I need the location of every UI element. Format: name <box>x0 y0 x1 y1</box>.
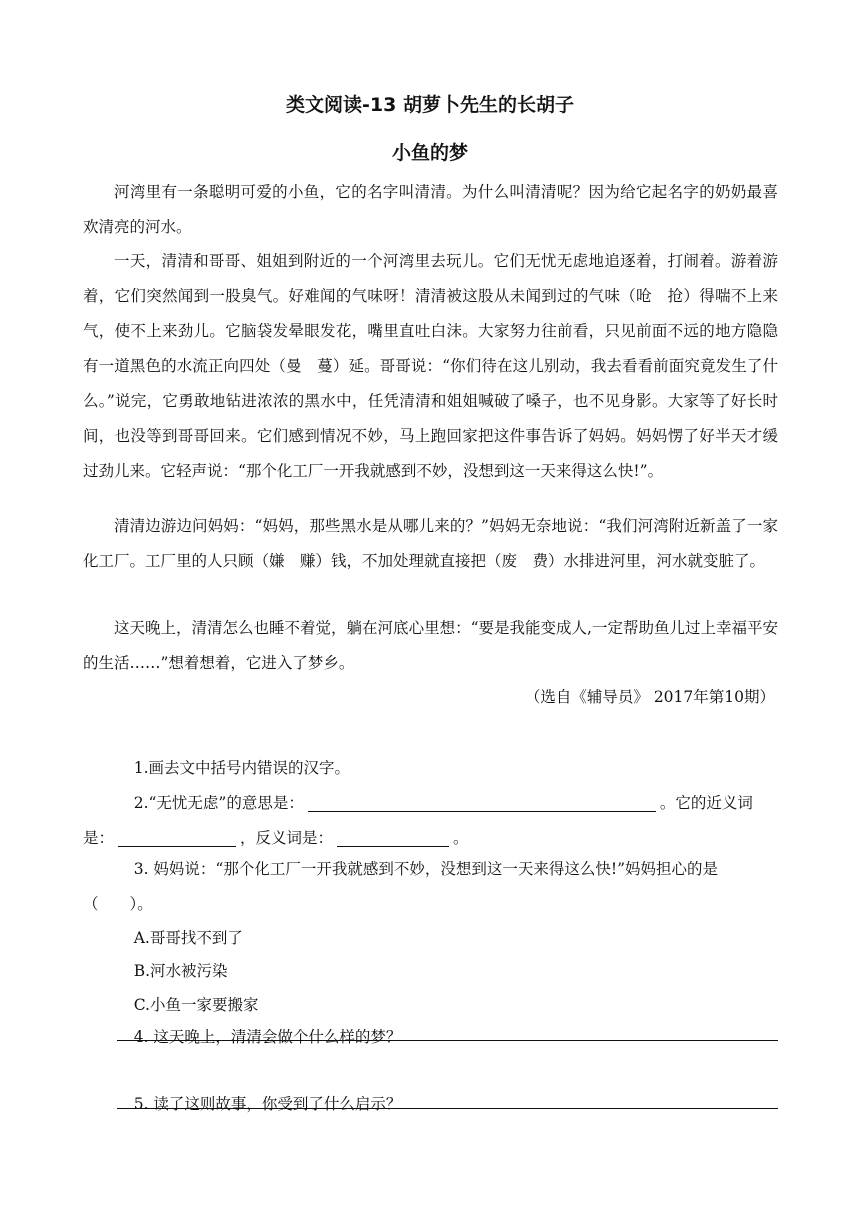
question-4-answer-line[interactable] <box>117 1040 778 1041</box>
question-5-answer-line[interactable] <box>117 1108 778 1109</box>
option-b-label: B.河水被污染 <box>133 962 228 980</box>
document-title: 类文阅读-13 胡萝卜先生的长胡子 <box>286 94 574 116</box>
question-2-prompt: 2.“无忧无虑”的意思是： <box>133 794 304 812</box>
passage-paragraph-1: 河湾里有一条聪明可爱的小鱼，它的名字叫清清。为什么叫清清呢？因为给它起名字的奶奶最喜欢清亮的河水。 <box>83 183 778 236</box>
question-2-is-label: 是： <box>83 829 115 847</box>
question-2-antonym-label: ，反义词是： <box>240 829 334 847</box>
passage-paragraph-2: 一天，清清和哥哥、姐姐到附近的一个河湾里去玩儿。它们无忧无虑地追逐着，打闹着。游着游着，它们突然闻到一股臭气。好难闻的气味呀！清清被这股从未闻到过的气味（呛 抢）得喘不上来气，使不上来劲儿。它脑袋发晕眼发花，嘴里直吐白沫。大家努力往前看，只见前面不远的地方隐隐有一道黑色的水流正向四处（曼 蔓）延。哥哥说：“你们待在这儿别动，我去看看前面究竟发生了什么。”说完，它勇敢地钻进浓浓的黑水中，任凭清清和姐姐喊破了嗓子，也不见身影。大家等了好长时间，也没等到哥哥回来。它们感到情况不妙，马上跑回家把这件事告诉了妈妈。妈妈愣了好半天才缓过劲儿来。它轻声说：“那个化工厂一开我就感到不妙，没想到这一天来得这么快!”。 <box>83 252 778 480</box>
passage-paragraph-3: 清清边游边问妈妈：“妈妈，那些黑水是从哪儿来的？”妈妈无奈地说：“我们河湾附近新盖了一家化工厂。工厂里的人只顾（嫌 赚）钱，不加处理就直接把（废 费）水排进河里，河水就变脏了。 <box>83 517 778 570</box>
question-3-text: 3. 妈妈说：“那个化工厂一开我就感到不妙，没想到这一天来得这么快!”妈妈担心的是（ ）。 <box>83 860 719 913</box>
source-citation: （选自《辅导员》 2017年第10期） <box>524 688 775 706</box>
question-5 <box>83 1052 778 1157</box>
option-a-label: A.哥哥找不到了 <box>133 929 243 947</box>
story-title: 小鱼的梦 <box>391 142 468 164</box>
question-5-text: 5. 读了这则故事，你受到了什么启示？ <box>133 1095 402 1113</box>
meaning-blank[interactable] <box>308 810 656 812</box>
question-4-text: 4. 这天晚上，清清会做个什么样的梦？ <box>133 1028 402 1046</box>
option-c-label: C.小鱼一家要搬家 <box>133 996 259 1014</box>
question-1-text: 1.画去文中括号内错误的汉字。 <box>133 759 351 777</box>
question-2-end: 。 <box>453 829 469 847</box>
question-2-synonym-label: 。它的近义词 <box>659 794 753 812</box>
passage-paragraph-4: 这天晚上，清清怎么也睡不着觉，躺在河底心里想：“要是我能变成人,一定帮助鱼儿过上幸福平安的生活……”想着想着，它进入了梦乡。 <box>83 619 778 672</box>
